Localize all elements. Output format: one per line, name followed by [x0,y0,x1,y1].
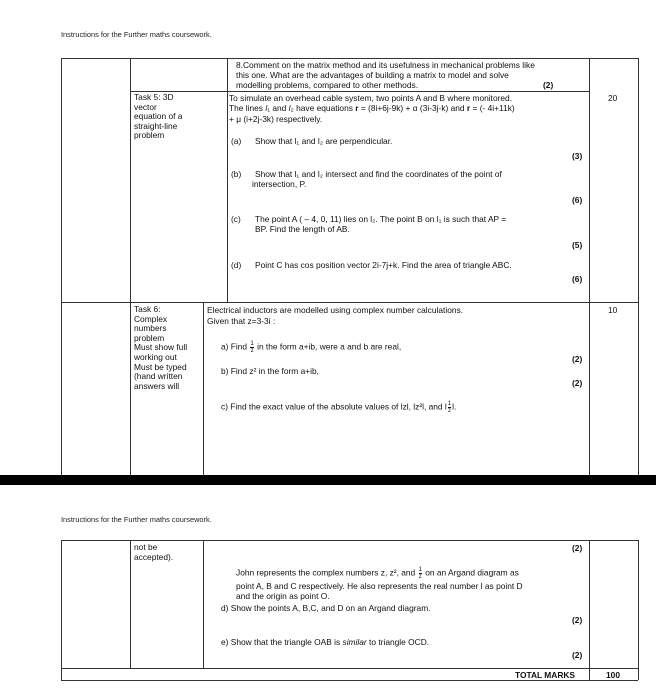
task5-c-text-line2: BP. Find the length of AB. [255,224,350,234]
task5-label: Task 5: 3D vector equation of a straight-line problem [134,92,183,141]
task6-e-text: e) Show that the triangle OAB is similar to triangle OCD. [221,637,430,647]
task6-d-mark: (2) [572,615,583,625]
john-line2: point A, B and C respectively. He also represents the real number l as point D [236,581,523,591]
column-divider-1 [130,58,131,475]
fraction-1-over-z: $\frac{1}{z}$ [418,567,422,580]
task5-a-mark: (3) [572,151,583,161]
john-line1: John represents the complex numbers z, z², and $\frac{1}{z}$ on an Argand diagram as [236,567,519,580]
task6-total: 10 [608,305,618,315]
task5-d-text: Point C has cos position vector 2i-7j+k. Find the area of triangle ABC. [255,260,512,270]
column-divider-2-task5 [227,58,228,302]
table-right-border [638,540,639,680]
task6-a-mark: (2) [572,354,583,364]
column-divider-3 [589,540,590,680]
task5-setup-line2: The lines l₁ and l₂ have equations r = (8i+6j-9k) + α (3i-3j-k) and r = (- 4i+11k) [229,103,515,113]
table-right-border [638,58,639,475]
task5-d-label: (d) [231,260,242,270]
column-divider-2 [203,540,204,668]
row-divider-intro [130,91,589,92]
table-bottom-border [61,680,638,681]
column-divider-1 [130,540,131,668]
task5-c-mark: (5) [572,240,583,250]
task5-intro-line1: 8.Comment on the matrix method and its usefulness in mechanical problems like [236,60,535,70]
task6-b-mark: (2) [572,378,583,388]
task5-intro-mark: (2) [543,80,554,90]
total-marks-label: TOTAL MARKS [515,670,576,680]
task6-b-text: b) Find z² in the form a+ib, [221,366,319,376]
task6-line2: Given that z=3-3i : [207,316,276,326]
task5-setup-line3: + μ (i+2j-3k) respectively. [229,114,323,124]
fraction-1-over-z-abs: $\frac{1}{z}$ [447,401,452,414]
page2-top-mark: (2) [572,543,583,553]
task5-b-label: (b) [231,169,242,179]
task5-b-text-line2: intersection, P. [252,179,307,189]
table-top-border [61,540,638,541]
task6-a-text: a) Find $\frac{1}{z}$ in the form a+ib, were a and b are real, [221,341,402,354]
page-header: Instructions for the Further maths coursework. [61,515,212,524]
total-marks-value: 100 [606,670,620,680]
task5-total: 20 [608,93,618,103]
row-divider-task6 [61,302,638,303]
task5-a-label: (a) [231,136,242,146]
task5-a-text: Show that l₁ and l₂ are perpendicular. [255,136,393,146]
table-left-border [61,58,62,475]
task6-c-text: c) Find the exact value of the absolute values of lzl, lz²l, and l $\frac{1}{z}$ l. [221,401,457,414]
task6-d-text: d) Show the points A, B,C, and D on an Argand diagram. [221,603,431,613]
john-line3: and the origin as point O. [236,591,330,601]
table-left-border [61,540,62,680]
task5-intro-line3: modelling problems, compared to other methods. [236,80,419,90]
task6-line1: Electrical inductors are modelled using complex number calculations. [207,305,464,315]
fraction-1-over-z: $\frac{1}{z}$ [250,341,254,354]
task5-d-mark: (6) [572,274,583,284]
task5-setup-line1: To simulate an overhead cable system, two points A and B where monitored. [229,93,513,103]
task5-intro-line2: this one. What are the advantages of building a matrix to model and solve [236,70,509,80]
page-header: Instructions for the Further maths coursework. [61,30,212,39]
page-separator [0,475,656,485]
task6-e-mark: (2) [572,650,583,660]
row-divider-total [61,668,638,669]
task5-b-mark: (6) [572,195,583,205]
task5-c-text-line1: The point A ( – 4, 0, 11) lies on l₂. The point B on l₁ is such that AP = [255,214,507,224]
column-divider-2-task6 [203,302,204,475]
task5-c-label: (c) [231,214,241,224]
task6-label-continued: not be accepted). [134,542,174,562]
column-divider-3 [589,58,590,475]
table-top-border [61,58,638,59]
page-2 [0,485,656,700]
task6-label: Task 6: Complex numbers problem Must show full working out Must be typed (hand written answers will [134,304,188,391]
task5-b-text-line1: Show that l₁ and l₂ intersect and find the coordinates of the point of [255,169,502,179]
